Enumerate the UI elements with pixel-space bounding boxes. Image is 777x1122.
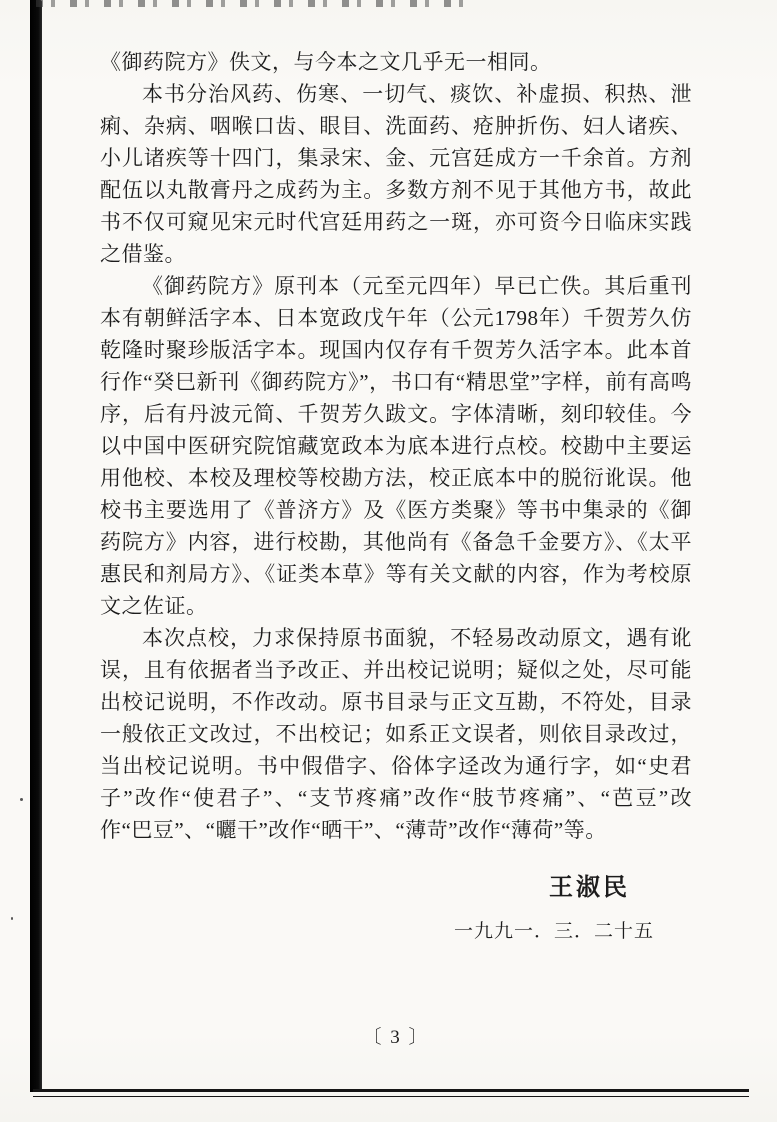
- scan-speck: [20, 798, 23, 801]
- paragraph-collation-principles: 本次点校，力求保持原书面貌，不轻易改动原文，遇有讹误，且有依据者当予改正、并出校记说明；疑似之处，尽可能出校记说明，不作改动。原书目录与正文互勘，不符处，目录一般依正文改过，不出校记；如系正文误者，则依目录改过，当出校记说明。书中假借字、俗体字迳改为通行字，如“史君子”改作“使君子”、“支节疼痛”改作“肢节疼痛”、“芭豆”改作“巴豆”、“曬干”改作“晒干”、“薄苛”改作“薄荷”等。: [100, 626, 692, 842]
- author-signature: 王淑民: [549, 875, 630, 901]
- bottom-double-rule: [33, 1089, 749, 1097]
- paragraph-editions-collation: 《御药院方》原刊本（元至元四年）早已亡佚。其后重刊本有朝鲜活字本、日本宽政戊午年（公元1798年）千贺芳久仿乾隆时聚珍版活字本。现国内仅存有千贺芳久活字本。此本首行作“癸巳新刊《御药院方》”，书口有“精思堂”字样，前有高鸣序，后有丹波元简、千贺芳久跋文。字体清晰，刻印较佳。今以中国中医研究院馆藏宽政本为底本进行点校。校勘中主要运用他校、本校及理校等校勘方法，校正底本中的脱衍讹误。他校书主要选用了《普济方》及《医方类聚》等书中集录的《御药院方》内容，进行校勘，其他尚有《备急千金要方》、《太平惠民和剂局方》、《证类本草》等有关文献的内容，作为考校原文之佐证。: [100, 274, 692, 618]
- signature-date: 一九九一．三．二十五: [453, 921, 654, 942]
- page-number: 〔 3 〕: [362, 1027, 430, 1048]
- page-top-cutoff-artifact: [36, 0, 466, 7]
- paragraph-continuation: 《御药院方》佚文，与今本之文几乎无一相同。: [100, 50, 552, 74]
- binding-shadow-bar: [30, 0, 42, 1092]
- text-block: [100, 46, 692, 948]
- scan-speck: [11, 917, 13, 920]
- paragraph-book-contents: 本书分治风药、伤寒、一切气、痰饮、补虚损、积热、泄痢、杂病、咽喉口齿、眼目、洗面药、疮肿折伤、妇人诸疾、小儿诸疾等十四门，集录宋、金、元宫廷成方一千余首。方剂配伍以丸散膏丹之成药为主。多数方剂不见于其他方书，故此书不仅可窥见宋元时代宫廷用药之一斑，亦可资今日临床实践之借鉴。: [100, 82, 692, 266]
- signature-block: [100, 872, 692, 948]
